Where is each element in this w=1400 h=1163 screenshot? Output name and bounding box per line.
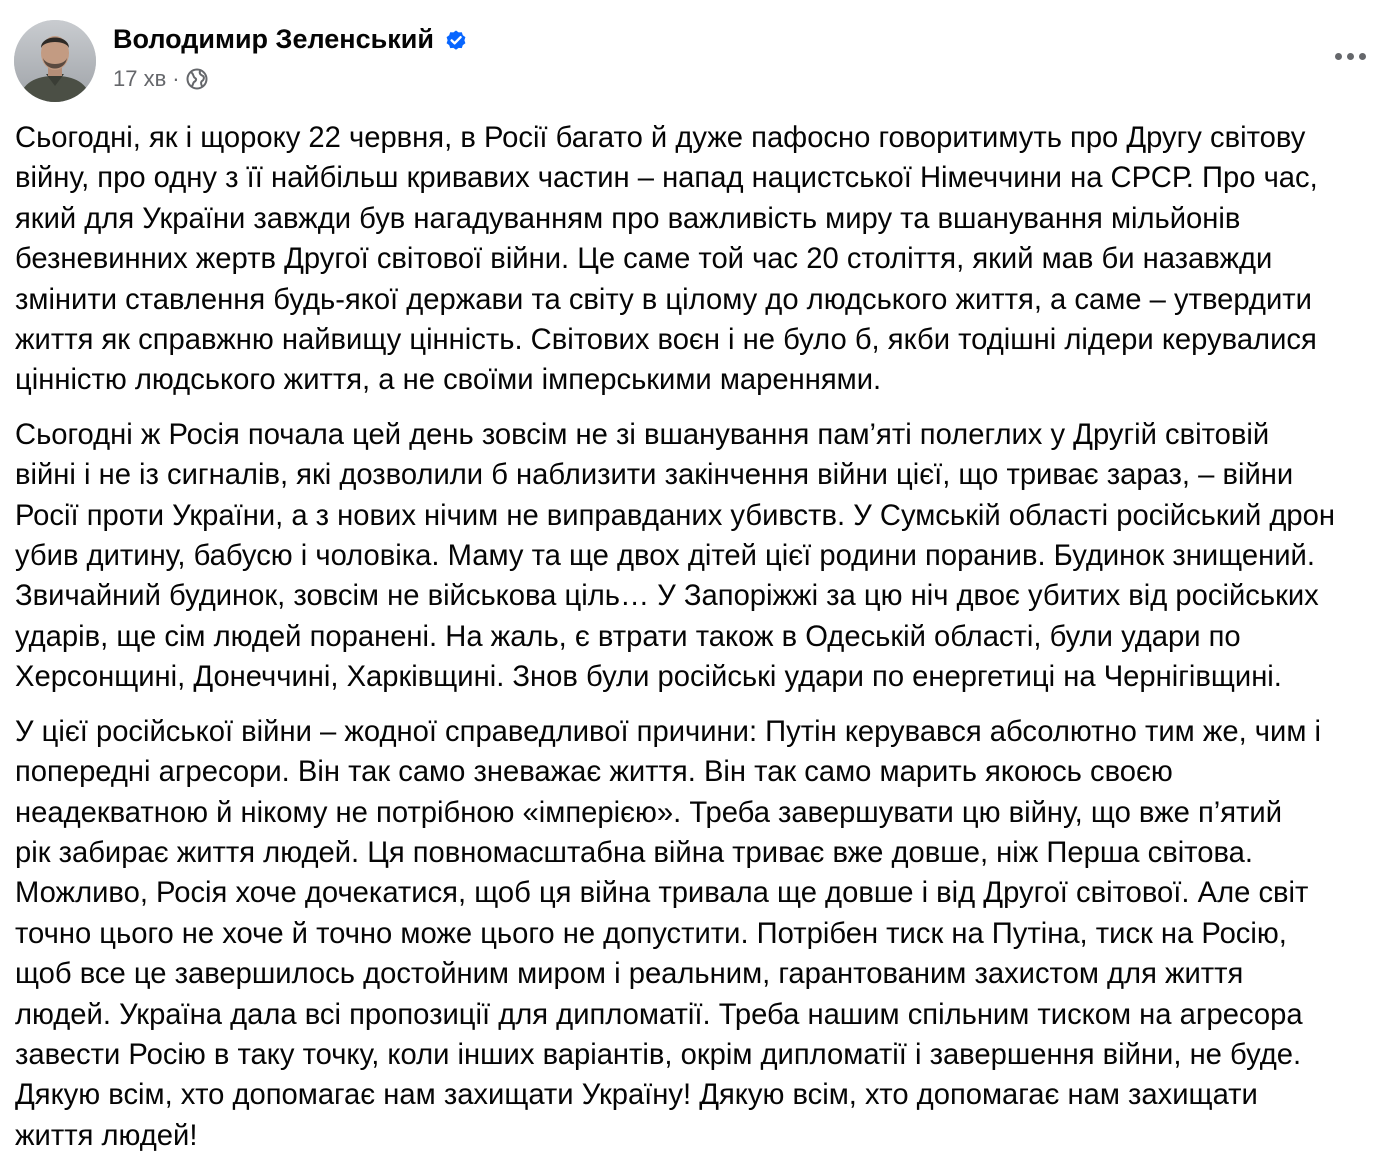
text-line: ударів, ще сім людей поранені. На жаль, є втрати також в Одеській області, були удари по: [15, 620, 1241, 653]
post-body: [15, 118, 1387, 1163]
text-line: Херсонщині, Донеччині, Харківщині. Знов були російські удари по енергетиці на Чернігівщині.: [15, 661, 1282, 694]
post-meta: [113, 66, 208, 92]
text-line: цінністю людського життя, а не своїми імперськими мареннями.: [15, 364, 882, 397]
text-line: щоб все це завершилось достойним миром і реальним, гарантованим захистом для життя: [15, 958, 1244, 991]
meta-separator: ·: [172, 66, 180, 91]
verified-badge-icon: [444, 28, 468, 52]
text-line: життя людей!: [15, 1119, 198, 1152]
globe-icon[interactable]: [186, 68, 208, 90]
text-line: який для України завжди був нагадуванням про важливість миру та вшанування мільйонів: [15, 202, 1241, 235]
text-line: змінити ставлення будь-якої держави та світу в цілому до людського життя, а саме – утвердити: [15, 283, 1312, 316]
text-line: завести Росію в таку точку, коли інших варіантів, окрім дипломатії і завершення війни, не буде.: [15, 1038, 1302, 1071]
text-line: війні і не із сигналів, які дозволили б наблизити закінчення війни цієї, що триває зараз, – війни: [15, 459, 1294, 492]
text-line: людей. Україна дала всі пропозиції для дипломатії. Треба нашим спільним тиском на агресора: [15, 998, 1303, 1031]
more-options-icon[interactable]: [1328, 42, 1372, 70]
text-line: Сьогодні, як і щороку 22 червня, в Росії багато й дуже пафосно говоритимуть про Другу світову: [15, 122, 1306, 154]
text-line: неадекватною й нікому не потрібною «імперією». Треба завершувати цю війну, що вже п’ятий: [15, 796, 1283, 829]
avatar-portrait-icon: [14, 20, 96, 102]
dot-2: [1347, 53, 1354, 60]
text-line: війну, про одну з її найбільш кривавих частин – напад нацистської Німеччини на СРСР. Про час,: [15, 162, 1318, 195]
dot-1: [1335, 53, 1342, 60]
post-paragraph-1: [15, 118, 1387, 401]
author-name-row: [113, 24, 468, 55]
text-line: У цієї російської війни – жодної справедливої причини: Путін керувався абсолютно тим же, чим і: [15, 715, 1321, 748]
dot-3: [1359, 53, 1366, 60]
text-line: Звичайний будинок, зовсім не військова ціль… У Запоріжжі за цю ніч двоє убитих від російських: [15, 580, 1319, 613]
text-line: убив дитину, бабусю і чоловіка. Маму та ще двох дітей цієї родини поранив. Будинок знищений.: [15, 540, 1315, 573]
text-line: Дякую всім, хто допомагає нам захищати Україну! Дякую всім, хто допомагає нам захищати: [15, 1079, 1258, 1112]
text-line: Можливо, Росія хоче дочекатися, щоб ця війна тривала ще довше і від Другої світової. Але світ: [15, 877, 1309, 910]
author-avatar[interactable]: [14, 20, 96, 102]
post-paragraph-3: [15, 712, 1387, 1156]
text-line: точно цього не хоче й точно може цього не допустити. Потрібен тиск на Путіна, тиск на Росію,: [15, 917, 1287, 950]
text-line: життя як справжню найвищу цінність. Світових воєн і не було б, якби тодішні лідери керувалися: [15, 324, 1317, 357]
text-line: рік забирає життя людей. Ця повномасштабна війна триває вже довше, ніж Перша світова.: [15, 836, 1253, 869]
text-line: Росії проти України, а з нових нічим не виправданих убивств. У Сумській області російський дрон: [15, 499, 1335, 532]
author-name[interactable]: Володимир Зеленський: [113, 24, 434, 54]
text-line: попередні агресори. Він так само зневажає життя. Він так само марить якоюсь своєю: [15, 756, 1173, 789]
post-paragraph-2: [15, 415, 1387, 698]
text-line: Сьогодні ж Росія почала цей день зовсім не зі вшанування пам’яті полеглих у Другій світовій: [15, 418, 1270, 451]
text-line: безневинних жертв Другої світової війни. Це саме той час 20 століття, який мав би назавжди: [15, 243, 1273, 276]
post-timestamp[interactable]: 17 хв: [113, 66, 167, 91]
